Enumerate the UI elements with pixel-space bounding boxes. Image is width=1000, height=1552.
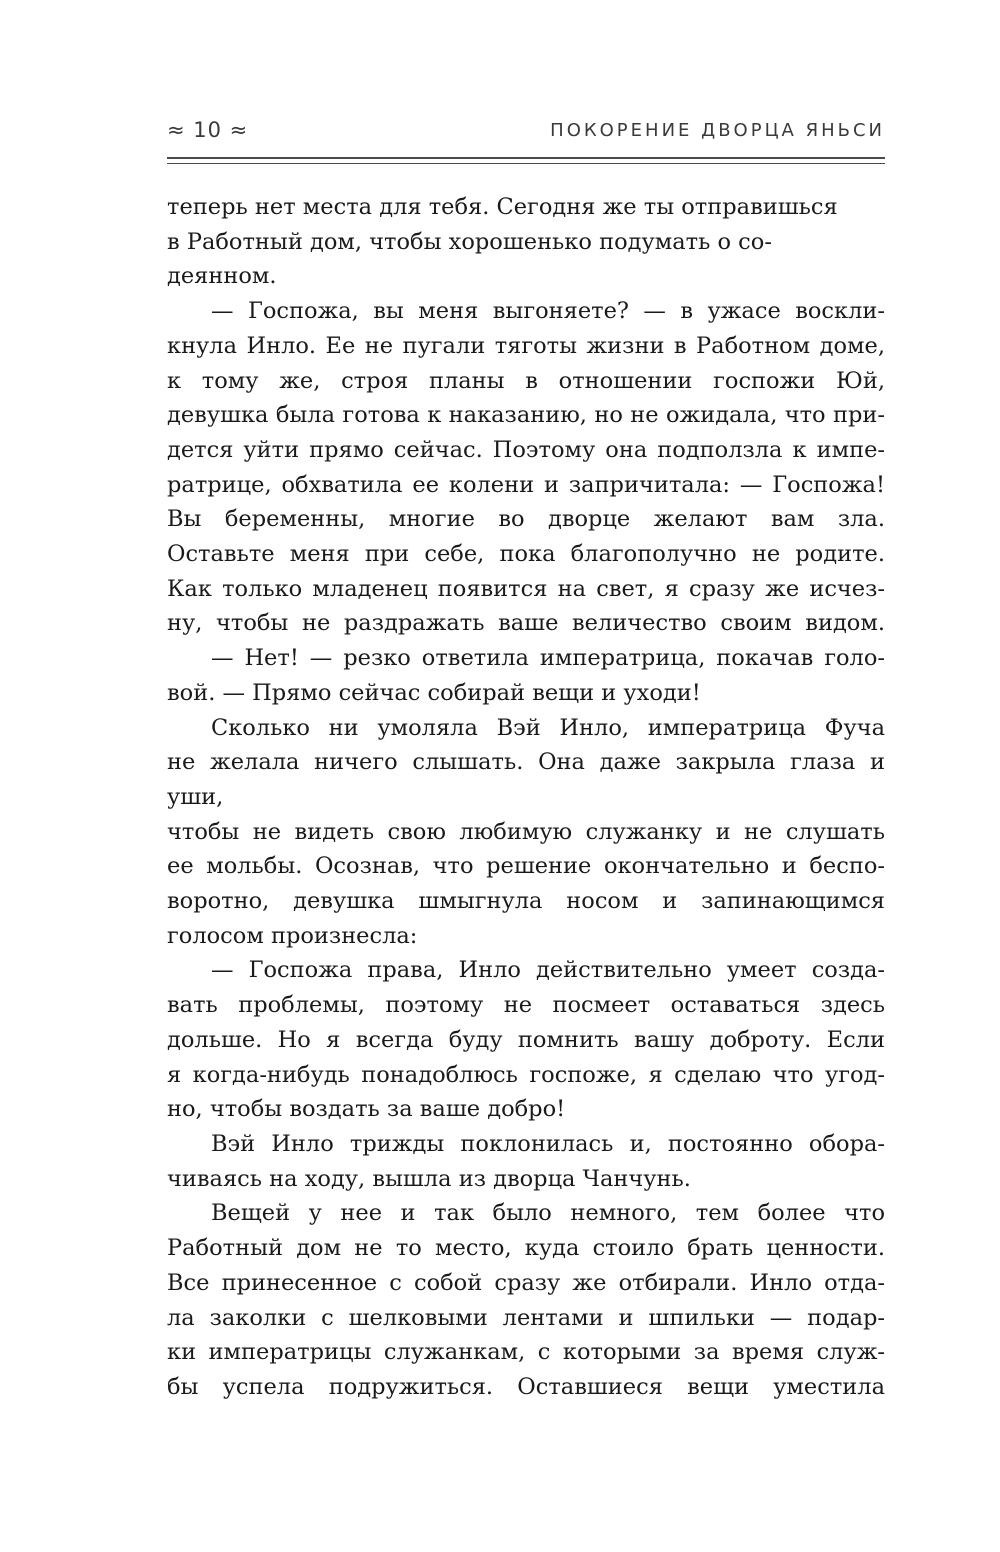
text-line: чтобы не видеть свою любимую служанку и не слушать <box>167 818 885 845</box>
running-title: ПОКОРЕНИЕ ДВОРЦА ЯНЬСИ <box>550 120 885 141</box>
text-line: но, чтобы воздать за ваше добро! <box>167 1096 566 1123</box>
text-line: ну, чтобы не раздражать ваше величество своим видом. <box>167 610 885 637</box>
text-line: голосом произнесла: <box>167 922 418 949</box>
text-line: не желала ничего слышать. Она даже закрыла глаза и уши, <box>167 749 885 810</box>
text-line: вой. — Прямо сейчас собирай вещи и уходи! <box>167 679 701 706</box>
text-line: ратрице, обхватила ее колени и запричитала: — Госпожа! <box>167 471 885 498</box>
text-line: вать проблемы, поэтому не посмеет оставаться здесь <box>167 992 885 1019</box>
text-line: теперь нет места для тебя. Сегодня же ты отправишься <box>167 194 838 220</box>
text-line: ки императрицы служанкам, с которыми за время служ- <box>167 1339 885 1366</box>
paragraph <box>167 294 885 641</box>
paragraph <box>167 953 885 1127</box>
text-line: Как только младенец появится на свет, я сразу же исчез- <box>167 575 885 602</box>
text-line: Оставьте меня при себе, пока благополучно не родите. <box>167 541 885 568</box>
text-line: я когда-нибудь понадоблюсь госпоже, я сделаю что угод- <box>167 1061 885 1088</box>
paragraph <box>167 1196 885 1404</box>
paragraph <box>167 641 885 710</box>
text-line: ее мольбы. Осознав, что решение окончательно и беспо- <box>167 853 885 880</box>
paragraph <box>167 190 885 294</box>
header-divider-thin <box>167 163 885 164</box>
text-line: дется уйти прямо сейчас. Поэтому она подползла к импе- <box>167 436 885 463</box>
text-line: — Госпожа права, Инло действительно умеет созда- <box>211 957 885 984</box>
text-line: к тому же, строя планы в отношении госпожи Юй, <box>167 367 885 394</box>
page-number: ≈ 10 ≈ <box>167 118 249 142</box>
text-line: ла заколки с шелковыми лентами и шпильки — подар- <box>167 1304 885 1331</box>
header-divider <box>167 157 885 159</box>
text-line: дольше. Но я всегда буду помнить вашу доброту. Если <box>167 1026 885 1053</box>
body-text <box>167 190 885 1405</box>
paragraph <box>167 711 885 954</box>
text-line: в Работный дом, чтобы хорошенько подумать о со- <box>167 228 772 255</box>
paragraph <box>167 1127 885 1196</box>
text-line: деянном. <box>167 263 277 290</box>
text-line: Вэй Инло трижды поклонилась и, постоянно обора- <box>211 1130 885 1157</box>
text-line: воротно, девушка шмыгнула носом и запинающимся <box>167 888 885 915</box>
text-line: — Нет! — резко ответила императрица, покачав голо- <box>211 645 885 672</box>
text-line: Сколько ни умоляла Вэй Инло, императрица Фуча <box>211 714 885 741</box>
text-line: чиваясь на ходу, вышла из дворца Чанчунь. <box>167 1165 691 1192</box>
text-line: бы успела подружиться. Оставшиеся вещи уместила <box>167 1373 885 1400</box>
text-line: девушка была готова к наказанию, но не ожидала, что при- <box>167 402 885 429</box>
text-line: Вы беременны, многие во дворце желают вам зла. <box>167 506 885 533</box>
text-line: — Госпожа, вы меня выгоняете? — в ужасе воскли- <box>211 298 885 325</box>
text-line: Вещей у нее и так было немного, тем более что <box>211 1200 885 1227</box>
text-line: Все принесенное с собой сразу же отбирали. Инло отда- <box>167 1269 885 1296</box>
text-line: кнула Инло. Ее не пугали тяготы жизни в Работном доме, <box>167 332 885 359</box>
page-header <box>167 118 885 148</box>
text-line: Работный дом не то место, куда стоило брать ценности. <box>167 1235 885 1262</box>
